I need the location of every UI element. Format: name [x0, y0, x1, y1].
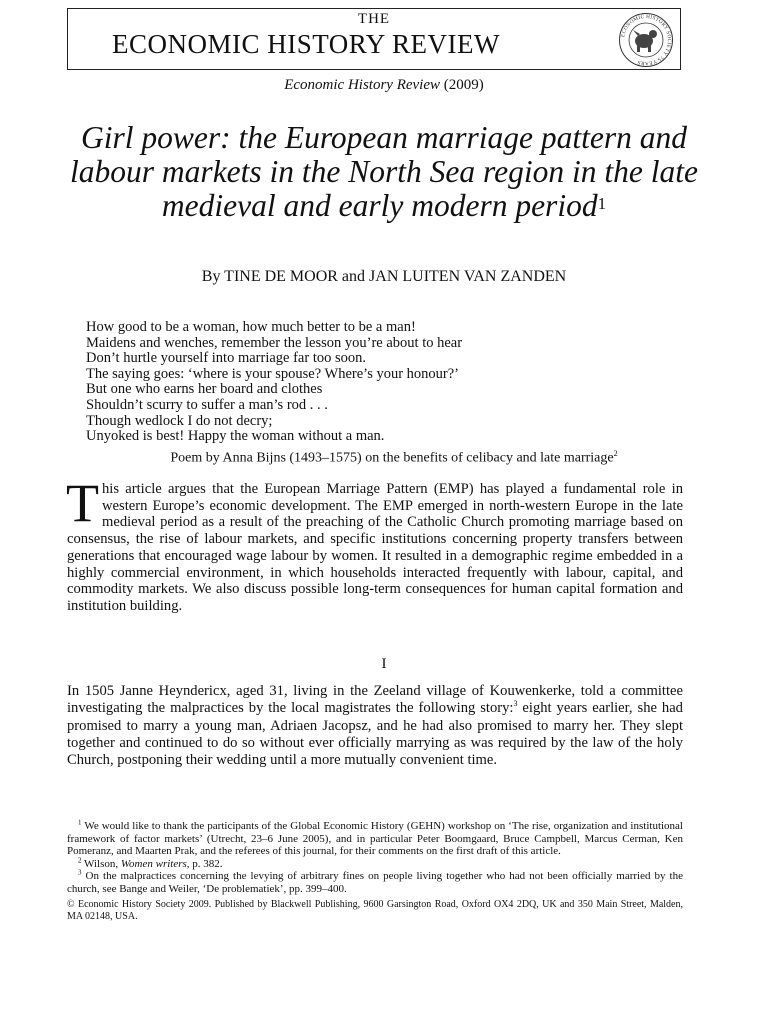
- footnote-text: We would like to thank the participants of the Global Economic History (GEHN) workshop on ‘The rise, organization and institutional framework of factor markets’ (Utrecht, 23–6 June 2005), and in particular Peter Boomgaard, Bruce Campbell, Marcus Cerman, Ken Pomeranz, and Maarten Prak, and the referees of this journal, for their comments on the first draft of this article.: [67, 820, 683, 858]
- footnote-3: [67, 870, 683, 895]
- footnote-number: 1: [78, 818, 82, 827]
- body-paragraph: [67, 683, 683, 769]
- poem-attribution-text: Poem by Anna Bijns (1493–1575) on the benefits of celibacy and late marriage: [170, 450, 614, 466]
- footnote-number: 3: [78, 868, 82, 877]
- footnote-text: Wilson,: [81, 857, 121, 870]
- poem-line: Maidens and wenches, remember the lesson you’re about to hear: [86, 334, 463, 351]
- journal-citation-line: [0, 77, 768, 94]
- drop-cap: T: [66, 473, 99, 533]
- poem-line: Don’t hurtle yourself into marriage far too soon.: [86, 350, 366, 367]
- poem-footnote-ref[interactable]: 2: [613, 449, 618, 458]
- masthead-the: THE: [357, 11, 391, 27]
- footnote-number: 2: [78, 856, 82, 865]
- footnotes: [67, 820, 683, 924]
- poem-line: Unyoked is best! Happy the woman without a man.: [86, 428, 385, 445]
- body-text-part1: In 1505 Janne Heyndericx, aged 31, living in the Zeeland village of Kouwenkerke, told a committee investigating the malpractices by the local magistrates the following story:: [67, 683, 683, 717]
- author-byline: By TINE DE MOOR and JAN LUITEN VAN ZANDEN: [201, 268, 567, 285]
- journal-year: (2009): [443, 77, 484, 93]
- journal-name: Economic History Review: [284, 77, 441, 93]
- poem-line: How good to be a woman, how much better to be a man!: [86, 319, 416, 335]
- journal-masthead: [67, 8, 681, 70]
- society-seal-logo: [618, 12, 674, 68]
- masthead-journal-name: ECONOMIC HISTORY REVIEW: [112, 29, 500, 59]
- article-title: [60, 121, 708, 223]
- seal-text: ECONOMIC HISTORY SOCIETY 75 YEARS: [620, 13, 673, 67]
- poem-line: Though wedlock I do not decry;: [86, 412, 273, 429]
- section-heading: I: [381, 656, 387, 672]
- footnote-cited-title: Women writers: [120, 857, 187, 870]
- body-footnote-ref[interactable]: 3: [513, 699, 518, 709]
- footnote-text: On the malpractices concerning the levying of arbitrary fines on people living together who had not been officially married by the church, see Bange and Weiler, ‘De problematiek’, pp. 399–400.: [67, 870, 683, 895]
- footnote-text: , p. 382.: [186, 857, 223, 870]
- article-abstract: [66, 473, 683, 615]
- body-text-part2: eight years earlier, she had promised to marry a young man, Adriaen Jacopsz, and he had also promised to marry her. They slept together and continued to do so without ever officially marrying as was required by the law of the holy Church, postponing their wedding until a more mutually convenient time.: [67, 700, 683, 769]
- abstract-text: his article argues that the European Marriage Pattern (EMP) has played a fundamental role in western Europe’s economic development. The EMP emerged in north-western Europe in the late medieval period as a result of the preaching of the Catholic Church promoting marriage based on consensus, the rise of labour markets, and specific institutions concerning property transfers between generations that encouraged wage labour by women. It resulted in a demographic regime embedded in a highly commercial environment, in which households interacted frequently with labour, capital, and commodity markets. We also discuss possible long-term consequences for human capital formation and institution building.: [67, 481, 683, 614]
- poem-line: But one who earns her board and clothes: [86, 381, 323, 398]
- footnote-1: [67, 820, 683, 858]
- poem-line: The saying goes: ‘where is your spouse? Where’s your honour?’: [86, 365, 460, 382]
- copyright-notice: © Economic History Society 2009. Published by Blackwell Publishing, 9600 Garsington Road, Oxford OX4 2DQ, UK and 350 Main Street, Malden, MA 02148, USA.: [67, 898, 683, 923]
- poem-line: Shouldn’t scurry to suffer a man’s rod . . .: [86, 396, 328, 413]
- poem-attribution: [0, 449, 768, 467]
- footnote-2: [67, 858, 683, 871]
- title-footnote-ref[interactable]: 1: [597, 194, 607, 213]
- epigraph-poem: [86, 320, 462, 445]
- article-title-text: Girl power: the European marriage pattern and labour markets in the North Sea region in the late medieval and early modern period: [70, 120, 698, 223]
